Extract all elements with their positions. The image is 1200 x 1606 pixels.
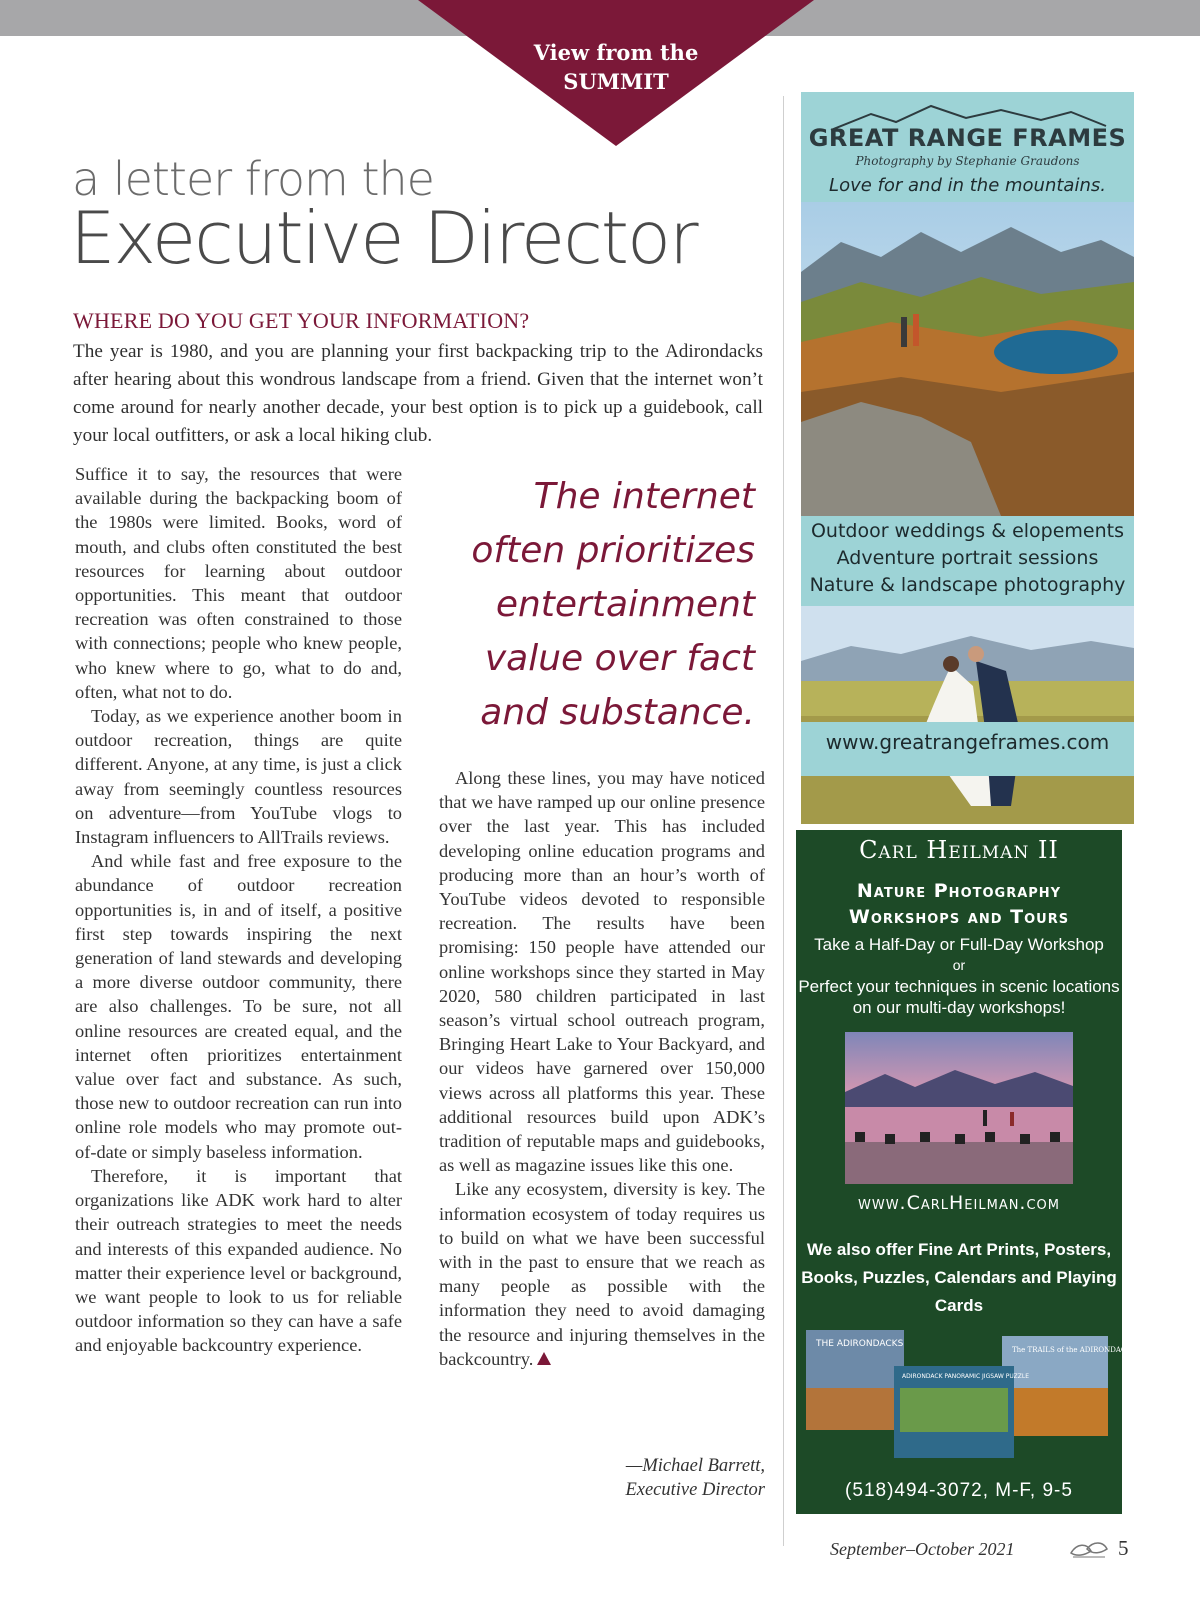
ad-url-link[interactable]: www.greatrangeframes.com (801, 722, 1134, 776)
headline-line2: Workshops and Tours (848, 906, 1070, 928)
paragraph: Along these lines, you may have noticed that we have ramped up our online presence over the last year. This has included developing online education programs and producing more than an hour’s worth of YouTube videos devoted to responsible recreation. The results have been promising: 150 people have attended our online workshops since they started in May 2020, 580 children participated in last season’s virtual school outreach program, Bringing Heart Lake to Your Backyard, and our videos have garnered over 150,000 views across all platforms this year. These additional resources build upon ADK’s tradition of reputable maps and guidebooks, as well as magazine issues like this one. (439, 768, 765, 1176)
service-item: Outdoor weddings & elopements (810, 520, 1125, 542)
workshop-line2: Perfect your techniques in scenic locations on our multi-day workshops! (798, 977, 1120, 1017)
book-title-1: THE ADIRONDACKS (816, 1339, 904, 1349)
paragraph: Therefore, it is important that organizations like ADK work hard to alter their outreach strategies to meet the needs and interests of this expanded audience. No matter their experience level or background, we want people to look to us for reliable outdoor information so they can have a safe and enjoyable backcountry experience. (75, 1165, 402, 1356)
ad-url-link[interactable]: www.CarlHeilman.com (857, 1192, 1060, 1214)
paragraph (439, 1177, 765, 1371)
paragraph: Suffice it to say, the resources that were available during the backpacking boom of the 1980s were limited. Books, word of mouth, and clubs often constituted the best resources for learning about outdoor opportunities. This meant that outdoor recreation was often constrained to those with connections; people who knew people, who knew where to go, what to do and, often, what not to do. (75, 464, 402, 702)
wedding-photo (801, 606, 1134, 824)
service-item: Nature & landscape photography (809, 574, 1126, 596)
workshop-line1: Take a Half-Day or Full-Day Workshop (814, 935, 1104, 954)
sunset-lake-photo (845, 1032, 1073, 1184)
ad-carl-heilman[interactable] (796, 830, 1137, 1514)
title-prefix: a letter from the (72, 152, 434, 206)
ad-headline (796, 878, 1122, 930)
ad-name: Carl Heilman II (859, 836, 1059, 864)
issue-date: September–October 2021 (830, 1539, 1015, 1559)
section-banner (418, 0, 814, 148)
service-item: Adventure portrait sessions (836, 547, 1099, 569)
intro-paragraph: The year is 1980, and you are planning your first backpacking trip to the Adirondacks after hearing about this wondrous landscape from a friend. Given that the internet won’t come around for nearly another decade, your best option is to pick up a guidebook, call your local outfitters, or ask a local hiking club. (73, 341, 763, 446)
book-title-2: ADIRONDACK PANORAMIC JIGSAW PUZZLE (902, 1373, 1030, 1380)
pull-quote: The internet often prioritizes entertainment value over fact and substance. (471, 476, 755, 733)
ad-services (801, 518, 1134, 599)
page-title: Executive Director (70, 196, 697, 280)
page-number: 5 (1118, 1536, 1129, 1560)
headline-line1: Nature Photography (856, 880, 1062, 902)
signature-title: Executive Director (625, 1480, 765, 1500)
column-divider (783, 96, 784, 1546)
ad-workshop-text (796, 934, 1122, 1018)
ad-tagline: Love for and in the mountains. (829, 175, 1106, 196)
ad-brand-sub: Photography by Stephanie Graudons (855, 154, 1080, 168)
leaf-icon (1069, 1539, 1109, 1561)
paragraph: And while fast and free exposure to the abundance of outdoor recreation opportunities is, in and of itself, a positive first step towards inspiring the next generation of land stewards and developing a more diverse outdoor community, there are also challenges. To be sure, not all online resources are created equal, and the internet often prioritizes entertainment value over fact and substance. As such, those new to outdoor recreation can run into online role models who may promote out-of-date or simply baseless information. (75, 851, 402, 1162)
ad-offer: We also offer Fine Art Prints, Posters, Books, Puzzles, Calendars and Playing Cards (801, 1240, 1117, 1315)
products-image (806, 1328, 1137, 1458)
article-column-2 (439, 766, 765, 1371)
end-mark-icon (537, 1352, 551, 1365)
banner-line2: SUMMIT (563, 69, 669, 94)
paragraph: Today, as we experience another boom in outdoor recreation, things are quite different. Anyone, at any time, is just a click away from seemingly countless resources on adventure—from YouTube vlogs to Instagram influencers to AllTrails reviews. (75, 706, 402, 848)
signature (560, 1454, 765, 1502)
signature-name: —Michael Barrett, (625, 1456, 765, 1476)
article-column-1 (75, 462, 402, 1358)
workshop-or: or (952, 957, 966, 973)
mountain-photo (801, 202, 1134, 516)
ad-phone[interactable]: (518)494-3072, M-F, 9-5 (845, 1480, 1073, 1501)
book-title-3: The TRAILS of the ADIRONDACKS (1012, 1346, 1137, 1354)
ad-great-range-frames[interactable] (801, 92, 1134, 776)
section-heading: WHERE DO YOU GET YOUR INFORMATION? (73, 308, 530, 333)
banner-line1: View from the (533, 40, 699, 65)
ad-brand: GREAT RANGE FRAMES (808, 124, 1127, 152)
paragraph-text: Like any ecosystem, diversity is key. The information ecosystem of today requires us to build on what we have been successful with in the past to ensure that we reach as many people as possible with the information they need to avoid damaging the resource and injuring themselves in the backcountry. (439, 1179, 765, 1369)
